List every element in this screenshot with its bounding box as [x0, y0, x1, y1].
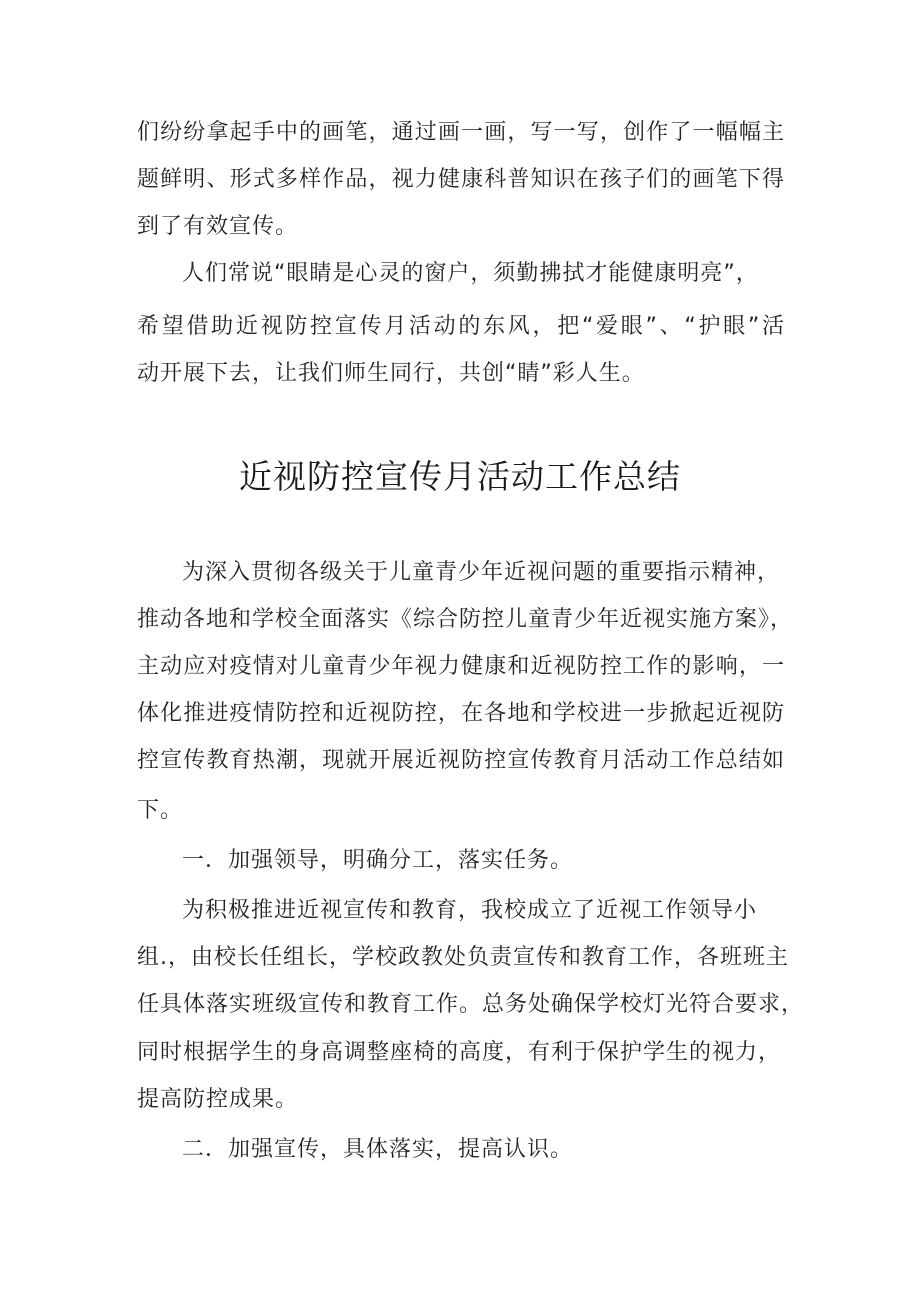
text-line: 同时根据学生的身高调整座椅的高度，有利于保护学生的视力，: [137, 1040, 782, 1065]
text-line: 题鲜明、形式多样作品，视力健康科普知识在孩子们的画笔下得: [137, 167, 785, 192]
text-line: 动开展下去，让我们师生同行，共创“睛”彩人生。: [137, 361, 645, 386]
text-line: 下。: [137, 798, 184, 823]
text-line: 组.，由校长任组长，学校政教处负责宣传和教育工作，各班班主: [137, 945, 789, 970]
section-heading-two: 二．加强宣传，具体落实，提高认识。: [182, 1137, 574, 1162]
text-line: 们纷纷拿起手中的画笔，通过画一画，写一写，创作了一幅幅主: [137, 120, 785, 145]
section-heading-one: 一．加强领导，明确分工，落实任务。: [182, 848, 574, 873]
text-line: 控宣传教育热潮，现就开展近视防控宣传教育月活动工作总结如: [137, 748, 785, 773]
text-line: 为积极推进近视宣传和教育，我校成立了近视工作领导小: [182, 898, 758, 923]
text-line: 到了有效宣传。: [137, 214, 299, 239]
text-line: 人们常说“眼睛是心灵的窗户，须勤拂拭才能健康明亮”，: [182, 261, 759, 286]
text-line: 希望借助近视防控宣传月活动的东风，把“爱眼”、“护眼”活: [137, 314, 785, 339]
text-line: 任具体落实班级宣传和教育工作。总务处确保学校灯光符合要求，: [137, 992, 805, 1017]
text-line: 提高防控成果。: [137, 1087, 299, 1112]
text-line: 推动各地和学校全面落实《综合防控儿童青少年近视实施方案》，: [137, 607, 794, 632]
document-title: 近视防控宣传月活动工作总结: [239, 457, 681, 496]
text-line: 为深入贯彻各级关于儿童青少年近视问题的重要指示精神，: [182, 560, 781, 585]
text-line: 体化推进疫情防控和近视防控，在各地和学校进一步掀起近视防: [137, 701, 785, 726]
text-line: 主动应对疫情对儿童青少年视力健康和近视防控工作的影响，一: [137, 654, 785, 679]
